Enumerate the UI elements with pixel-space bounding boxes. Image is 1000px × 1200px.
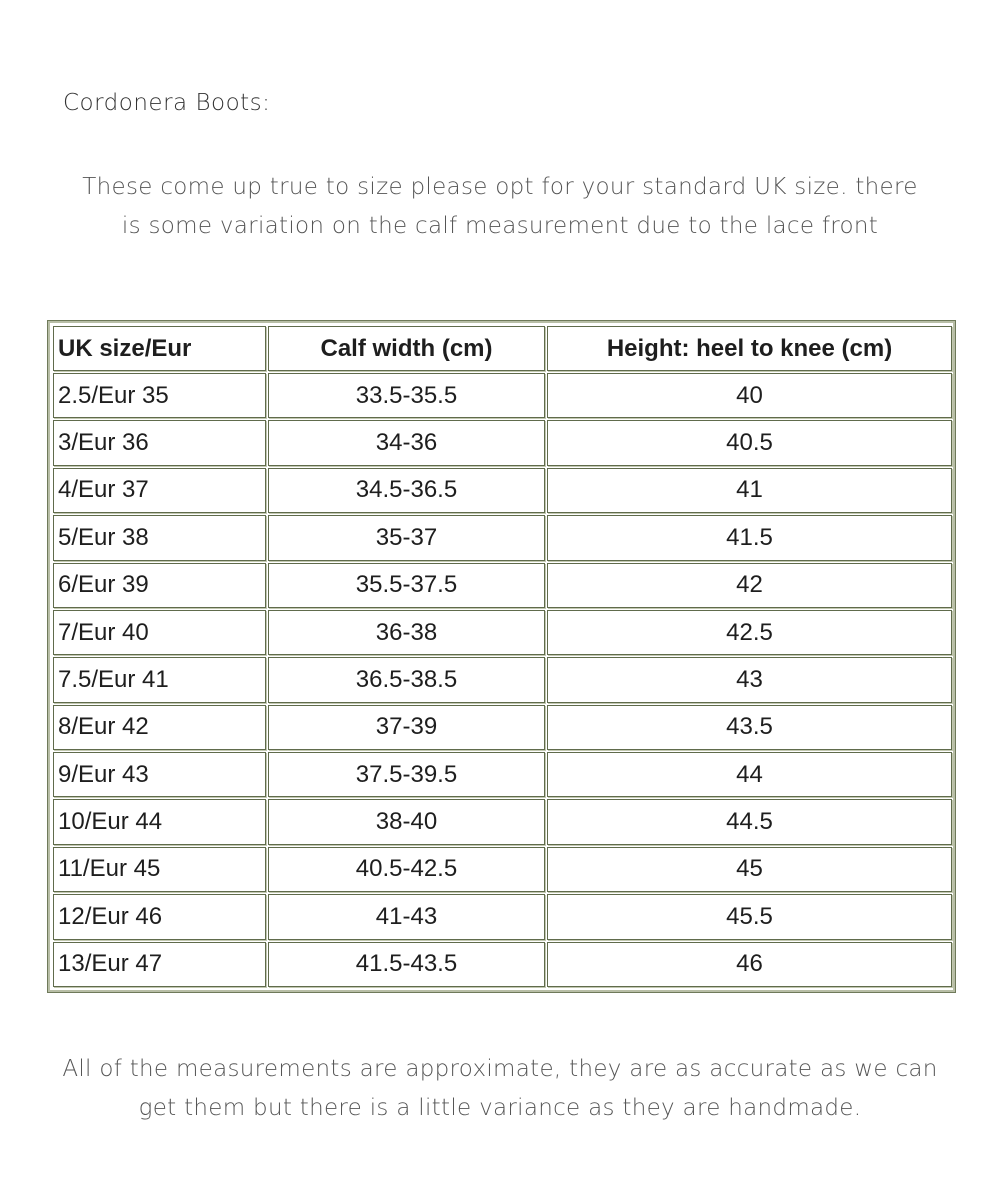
- cell-calf-width: 41.5-43.5: [268, 942, 545, 988]
- cell-calf-width: 34-36: [268, 420, 545, 465]
- header-uk-size: UK size/Eur: [53, 326, 266, 371]
- table-row: [53, 420, 952, 465]
- footer-line: get them but there is a little variance as they are handmade.: [138, 1095, 862, 1121]
- cell-uk-size: 11/Eur 45: [53, 847, 266, 892]
- cell-uk-size: 7/Eur 40: [53, 610, 266, 655]
- cell-uk-size: 5/Eur 38: [53, 515, 266, 560]
- table-row: [53, 847, 952, 892]
- cell-height: 42.5: [547, 610, 952, 655]
- cell-calf-width: 38-40: [268, 799, 545, 844]
- cell-height: 43.5: [547, 705, 952, 750]
- cell-uk-size: 4/Eur 37: [53, 468, 266, 513]
- cell-uk-size: 9/Eur 43: [53, 752, 266, 797]
- cell-uk-size: 13/Eur 47: [53, 942, 266, 988]
- cell-uk-size: 10/Eur 44: [53, 799, 266, 844]
- cell-height: 45.5: [547, 894, 952, 939]
- cell-uk-size: 2.5/Eur 35: [53, 373, 266, 418]
- table-row: [53, 515, 952, 560]
- cell-calf-width: 35.5-37.5: [268, 563, 545, 608]
- table-row: [53, 942, 952, 988]
- table-row: [53, 894, 952, 939]
- size-table: [51, 324, 954, 989]
- cell-height: 42: [547, 563, 952, 608]
- footer-note: [30, 1050, 970, 1128]
- intro-paragraph: [40, 168, 960, 246]
- table-row: [53, 657, 952, 702]
- cell-uk-size: 12/Eur 46: [53, 894, 266, 939]
- cell-calf-width: 34.5-36.5: [268, 468, 545, 513]
- table-row: [53, 799, 952, 844]
- table-row: [53, 468, 952, 513]
- table-header-row: [53, 326, 952, 371]
- header-height: Height: heel to knee (cm): [547, 326, 952, 371]
- size-chart: [47, 320, 956, 993]
- intro-line: is some variation on the calf measurement due to the lace front: [121, 213, 879, 239]
- footer-line: All of the measurements are approximate, they are as accurate as we can: [62, 1056, 938, 1082]
- cell-calf-width: 36.5-38.5: [268, 657, 545, 702]
- table-row: [53, 610, 952, 655]
- table-row: [53, 752, 952, 797]
- cell-uk-size: 8/Eur 42: [53, 705, 266, 750]
- cell-height: 43: [547, 657, 952, 702]
- cell-uk-size: 3/Eur 36: [53, 420, 266, 465]
- cell-height: 41.5: [547, 515, 952, 560]
- intro-line: These come up true to size please opt for your standard UK size. there: [82, 174, 918, 200]
- cell-height: 44.5: [547, 799, 952, 844]
- cell-calf-width: 40.5-42.5: [268, 847, 545, 892]
- cell-height: 40: [547, 373, 952, 418]
- cell-calf-width: 37.5-39.5: [268, 752, 545, 797]
- cell-height: 41: [547, 468, 952, 513]
- cell-calf-width: 41-43: [268, 894, 545, 939]
- page-title: Cordonera Boots:: [63, 90, 271, 116]
- table-body: [53, 373, 952, 987]
- cell-height: 44: [547, 752, 952, 797]
- cell-calf-width: 35-37: [268, 515, 545, 560]
- table-row: [53, 373, 952, 418]
- table-row: [53, 563, 952, 608]
- cell-height: 45: [547, 847, 952, 892]
- cell-calf-width: 36-38: [268, 610, 545, 655]
- cell-uk-size: 7.5/Eur 41: [53, 657, 266, 702]
- header-calf-width: Calf width (cm): [268, 326, 545, 371]
- table-row: [53, 705, 952, 750]
- cell-calf-width: 37-39: [268, 705, 545, 750]
- cell-height: 46: [547, 942, 952, 988]
- cell-uk-size: 6/Eur 39: [53, 563, 266, 608]
- cell-calf-width: 33.5-35.5: [268, 373, 545, 418]
- cell-height: 40.5: [547, 420, 952, 465]
